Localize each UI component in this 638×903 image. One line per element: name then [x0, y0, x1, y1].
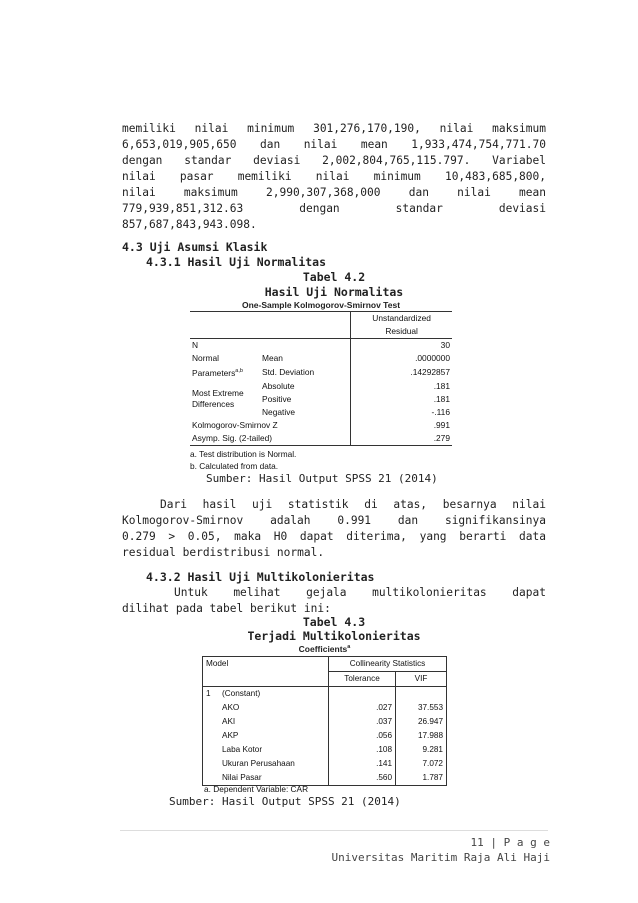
text-line: Kolmogorov-Smirnov adalah 0.991 dan signifikansinya [122, 514, 546, 527]
section-heading-4-3-1: 4.3.1 Hasil Uji Normalitas [146, 255, 327, 269]
table-source: Sumber: Hasil Output SPSS 21 (2014) [169, 795, 401, 808]
row-label-text: Differences [192, 399, 235, 410]
text-line: 0.279 > 0.05, maka H0 dapat diterima, yang berarti data [122, 530, 546, 543]
text-line: 6,653,019,905,650 dan nilai mean 1,933,474,754,771.70 [122, 138, 546, 151]
row-sublabel: Absolute [260, 380, 351, 393]
table-row [203, 757, 447, 771]
table-row [190, 339, 452, 353]
text-line: dengan standar deviasi 2,002,804,765,115.797. Variabel [122, 154, 546, 167]
table-4-3-title: Terjadi Multikolonieritas [247, 629, 421, 643]
superscript: a,b [235, 368, 243, 374]
table-row [190, 380, 452, 393]
table-row [190, 365, 452, 380]
footer-divider [120, 830, 548, 831]
column-header: Model [203, 657, 329, 687]
footer-university: Universitas Maritim Raja Ali Haji [331, 851, 550, 864]
row-label-text: Most Extreme [192, 388, 244, 399]
table-row [190, 432, 452, 446]
cell-value: .560 [329, 771, 396, 786]
cell-value: .181 [433, 393, 450, 404]
text-line: Dari hasil uji statistik di atas, besarnya nilai [160, 498, 546, 511]
cell-value: .141 [329, 757, 396, 771]
text-line: nilai pasar memiliki nilai minimum 10,483,685,800, [122, 170, 546, 183]
cell-value: 9.281 [396, 743, 447, 757]
row-label: AKI [222, 717, 236, 726]
table-4-2-title: Hasil Uji Normalitas [264, 285, 404, 299]
column-header: Collinearity Statistics [329, 657, 447, 672]
row-label [190, 365, 260, 380]
text-line: 779,939,851,312.63 dengan standar deviasi [122, 202, 546, 215]
row-label-text: Parameters [192, 367, 236, 378]
cell-value: .056 [329, 729, 396, 743]
table-row [203, 715, 447, 729]
table-row [203, 743, 447, 757]
row-label: N [190, 339, 351, 353]
table-row [203, 701, 447, 715]
cell-value: 1.787 [396, 771, 447, 786]
cell-value: .0000000 [415, 353, 450, 363]
row-sublabel: Positive [260, 393, 351, 406]
table-header-row [203, 657, 447, 672]
table-row [190, 352, 452, 365]
cell-value: 30 [440, 340, 450, 350]
coefficients-table [202, 656, 447, 786]
text-line: dilihat pada tabel berikut ini: [122, 602, 331, 615]
section-heading-4-3-2: 4.3.2 Hasil Uji Multikolonieritas [146, 570, 375, 584]
row-label: Kolmogorov-Smirnov Z [190, 419, 351, 432]
table-row [203, 729, 447, 743]
column-header: VIF [396, 672, 447, 687]
normality-table [190, 311, 452, 446]
column-header: Unstandardized [351, 312, 452, 326]
cell-value: 7.072 [396, 757, 447, 771]
row-label: Normal [192, 353, 219, 363]
cell-value: .037 [329, 715, 396, 729]
spss-table-title-text: Coefficients [298, 644, 348, 654]
cell-value: 26.947 [396, 715, 447, 729]
text-line: residual berdistribusi normal. [122, 546, 325, 559]
table-row [203, 687, 447, 702]
text-line: memiliki nilai minimum 301,276,170,190, nilai maksimum [122, 122, 546, 135]
table-source: Sumber: Hasil Output SPSS 21 (2014) [206, 472, 438, 485]
row-label [190, 380, 260, 419]
cell-value: .279 [351, 432, 452, 446]
cell-value: 37.553 [396, 701, 447, 715]
model-number: 1 [203, 687, 220, 702]
row-label: Ukuran Perusahaan [222, 759, 295, 768]
cell-value: .14292857 [410, 366, 450, 377]
paragraph-multicollinearity [122, 585, 546, 617]
row-label: AKP [222, 731, 239, 740]
table-footnote: a. Test distribution is Normal. [190, 449, 297, 459]
paragraph-statistics [122, 121, 546, 233]
paragraph-normality-result [122, 497, 546, 561]
row-label: Asymp. Sig. (2-tailed) [190, 432, 351, 446]
spss-table-title [202, 644, 447, 654]
text-line: 857,687,843,943.098. [122, 218, 257, 231]
text-line: Untuk melihat gejala multikolonieritas dapat [174, 586, 546, 599]
page-number: 11 | P a g e [470, 836, 550, 849]
cell-value: 17.988 [396, 729, 447, 743]
cell-value: -.116 [431, 406, 450, 417]
table-4-2-caption: Tabel 4.2 [302, 270, 366, 284]
spss-table-title: One-Sample Kolmogorov-Smirnov Test [241, 300, 401, 310]
table-header-row [190, 312, 452, 326]
table-4-3-caption: Tabel 4.3 [302, 615, 366, 629]
section-heading-4-3: 4.3 Uji Asumsi Klasik [122, 240, 268, 254]
table-row [190, 419, 452, 432]
column-header: Residual [351, 325, 452, 339]
cell-value: .027 [329, 701, 396, 715]
row-sublabel: Std. Deviation [260, 365, 351, 380]
cell-value: .108 [329, 743, 396, 757]
column-header: Tolerance [329, 672, 396, 687]
table-footnote: b. Calculated from data. [190, 461, 279, 471]
row-label: (Constant) [222, 689, 261, 698]
row-sublabel: Mean [260, 352, 351, 365]
cell-value: .181 [433, 380, 450, 391]
table-footnote: a. Dependent Variable: CAR [204, 784, 309, 794]
text-line: nilai maksimum 2,990,307,368,000 dan nilai mean [122, 186, 546, 199]
row-sublabel: Negative [260, 406, 351, 419]
row-label: AKO [222, 703, 240, 712]
cell-value: .991 [433, 419, 450, 430]
row-label: Laba Kotor [222, 745, 263, 754]
superscript: a [347, 644, 351, 651]
row-label: Nilai Pasar [219, 771, 329, 786]
